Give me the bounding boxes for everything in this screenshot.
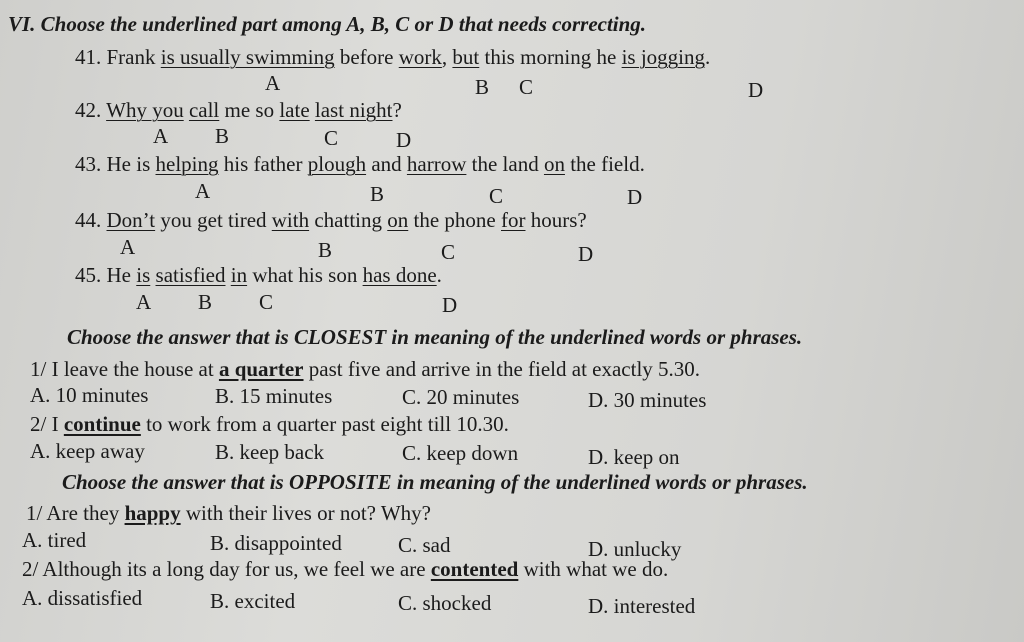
- text: me so: [219, 98, 280, 122]
- closest-question-2: [30, 412, 509, 436]
- option-c-phrase: but: [452, 45, 480, 69]
- section-heading: VI. Choose the underlined part among A, B, C or D that needs correcting.: [8, 12, 647, 36]
- option-d-phrase: is jogging: [621, 45, 706, 69]
- closest-1-option-a: A. 10 minutes: [30, 383, 149, 407]
- option-letter-d: D: [627, 185, 643, 209]
- question-number: 43.: [75, 152, 102, 176]
- text: 1/ Are they: [26, 501, 125, 525]
- closest-1-option-b: B. 15 minutes: [215, 384, 333, 408]
- option-a-phrase: Why you: [106, 98, 184, 122]
- option-letter-d: D: [748, 78, 764, 102]
- option-letter-a: A: [265, 71, 281, 95]
- option-letter-b: B: [370, 182, 385, 206]
- text: .: [705, 45, 711, 69]
- option-letter-d: D: [578, 242, 594, 266]
- closest-question-1: [30, 357, 700, 381]
- question-45: [75, 263, 442, 287]
- underlined-word: contented: [430, 557, 519, 581]
- option-d-phrase: for: [501, 208, 526, 232]
- text: and: [366, 152, 407, 176]
- opposite-1-option-a: A. tired: [22, 528, 87, 552]
- closest-2-option-a: A. keep away: [30, 439, 145, 463]
- option-letter-d: D: [442, 293, 458, 317]
- option-letter-b: B: [475, 75, 490, 99]
- text: this morning he: [479, 45, 622, 69]
- opposite-heading: Choose the answer that is OPPOSITE in meaning of the underlined words or phrases.: [62, 470, 808, 494]
- opposite-2-option-c: C. shocked: [398, 591, 492, 615]
- option-d-phrase: has done: [362, 263, 437, 287]
- opposite-1-option-c: C. sad: [398, 533, 451, 557]
- text: 2/ Although its a long day for us, we feel we are: [22, 557, 431, 581]
- text: his father: [218, 152, 308, 176]
- question-number: 41.: [75, 45, 102, 69]
- option-letter-c: C: [324, 126, 339, 150]
- text: He is: [106, 152, 156, 176]
- option-letter-c: C: [489, 184, 504, 208]
- text: hours?: [525, 208, 587, 232]
- question-number: 42.: [75, 98, 102, 122]
- option-letter-d: D: [396, 128, 412, 152]
- text: with what we do.: [518, 557, 669, 581]
- text: with their lives or not? Why?: [180, 501, 431, 525]
- opposite-2-option-d: D. interested: [588, 594, 696, 618]
- option-letter-a: A: [120, 235, 136, 259]
- closest-2-option-c: C. keep down: [402, 441, 519, 465]
- option-b-phrase: call: [188, 98, 220, 122]
- opposite-1-option-d: D. unlucky: [588, 537, 682, 561]
- option-b-phrase: with: [271, 208, 310, 232]
- option-letter-a: A: [195, 179, 211, 203]
- option-b-phrase: plough: [307, 152, 367, 176]
- text: to work from a quarter past eight till 10.30.: [140, 412, 509, 436]
- option-c-phrase: harrow: [406, 152, 467, 176]
- text: ,: [441, 45, 453, 69]
- option-letter-b: B: [215, 124, 230, 148]
- option-d-phrase: on: [543, 152, 565, 176]
- option-letter-b: B: [318, 238, 333, 262]
- option-b-phrase: satisfied: [155, 263, 226, 287]
- opposite-question-2: [22, 557, 668, 581]
- opposite-question-1: [26, 501, 431, 525]
- option-d-phrase: last night: [314, 98, 393, 122]
- option-letter-b: B: [198, 290, 213, 314]
- option-a-phrase: is: [136, 263, 151, 287]
- closest-heading: Choose the answer that is CLOSEST in meaning of the underlined words or phrases.: [67, 325, 803, 349]
- text: 2/ I: [30, 412, 64, 436]
- closest-2-option-d: D. keep on: [588, 445, 680, 469]
- text: chatting: [309, 208, 388, 232]
- option-letter-a: A: [153, 124, 169, 148]
- option-letter-c: C: [519, 75, 534, 99]
- text: Frank: [106, 45, 161, 69]
- option-b-phrase: work: [398, 45, 442, 69]
- option-letter-c: C: [441, 240, 456, 264]
- question-43: [75, 152, 645, 176]
- question-42: [75, 98, 402, 122]
- text: what his son: [247, 263, 363, 287]
- question-number: 45.: [75, 263, 102, 287]
- text: before: [334, 45, 399, 69]
- text: the phone: [408, 208, 501, 232]
- opposite-2-option-a: A. dissatisfied: [22, 586, 143, 610]
- option-a-phrase: is usually swimming: [160, 45, 335, 69]
- underlined-word: a quarter: [218, 357, 304, 381]
- text: past five and arrive in the field at exactly 5.30.: [303, 357, 701, 381]
- option-a-phrase: helping: [155, 152, 219, 176]
- question-44: [75, 208, 587, 232]
- question-41: [75, 45, 710, 69]
- closest-1-option-d: D. 30 minutes: [588, 388, 707, 412]
- option-c-phrase: late: [279, 98, 310, 122]
- text: you get tired: [155, 208, 272, 232]
- text: He: [106, 263, 137, 287]
- text: the field.: [564, 152, 645, 176]
- closest-1-option-c: C. 20 minutes: [402, 385, 520, 409]
- option-letter-a: A: [136, 290, 152, 314]
- text: the land: [466, 152, 544, 176]
- option-a-phrase: Don’t: [106, 208, 156, 232]
- text: .: [436, 263, 442, 287]
- option-c-phrase: in: [230, 263, 248, 287]
- option-c-phrase: on: [387, 208, 409, 232]
- question-number: 44.: [75, 208, 102, 232]
- opposite-2-option-b: B. excited: [210, 589, 296, 613]
- option-letter-c: C: [259, 290, 274, 314]
- underlined-word: happy: [124, 501, 181, 525]
- opposite-1-option-b: B. disappointed: [210, 531, 342, 555]
- text: 1/ I leave the house at: [30, 357, 219, 381]
- underlined-word: continue: [63, 412, 141, 436]
- closest-2-option-b: B. keep back: [215, 440, 325, 464]
- text: ?: [392, 98, 402, 122]
